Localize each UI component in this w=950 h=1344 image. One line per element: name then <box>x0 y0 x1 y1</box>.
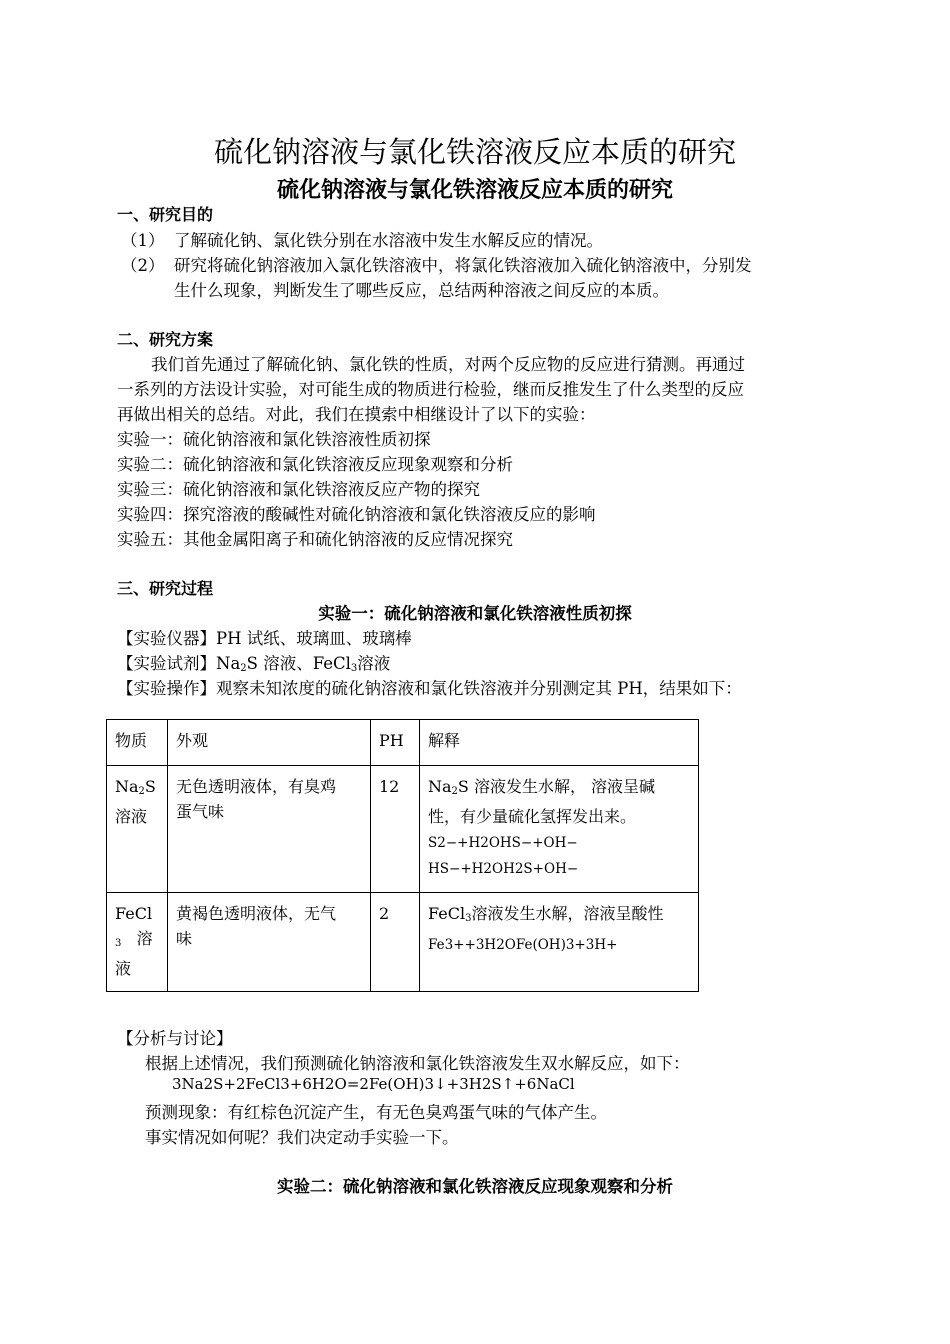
cell-text: 液 <box>115 959 132 978</box>
experiment2-title: 实验二：硫化钠溶液和氯化铁溶液反应现象观察和分析 <box>277 1177 673 1196</box>
subscript: 3 <box>350 663 358 674</box>
equation-text: S2−+H2OHS−+OH− <box>428 835 578 851</box>
table-row <box>107 766 699 893</box>
subscript: 3 <box>115 938 122 949</box>
substance-cell <box>107 893 168 992</box>
table-row <box>107 893 699 992</box>
analysis-line3: 事实情况如何呢？我们决定动手实验一下。 <box>145 1128 459 1147</box>
document-subtitle: 硫化钠溶液与氯化铁溶液反应本质的研究 <box>276 178 673 203</box>
ph-cell: 12 <box>371 766 420 893</box>
cell-text: 溶液 <box>115 807 148 826</box>
reagent-text: Na <box>216 654 241 673</box>
instrument-text: PH 试纸、玻璃皿、玻璃棒 <box>216 629 412 648</box>
cell-text: S <box>144 777 156 796</box>
section2-heading: 二、研究方案 <box>117 330 214 349</box>
analysis-line2: 预测现象：有红棕色沉淀产生，有无色臭鸡蛋气味的气体产生。 <box>145 1103 607 1122</box>
cell-text: 性，有少量硫化氢挥发出来。 <box>428 807 637 826</box>
purpose-item-2-line1: 研究将硫化钠溶液加入氯化铁溶液中，将氯化铁溶液加入硫化钠溶液中，分别发 <box>174 256 752 275</box>
purpose-item-2-number: （2） <box>121 256 165 275</box>
section1-heading: 一、研究目的 <box>117 205 214 224</box>
reagent-text: S 溶液、FeCl <box>246 654 351 673</box>
document-title: 硫化钠溶液与氯化铁溶液反应本质的研究 <box>213 135 736 169</box>
appearance-cell <box>168 893 371 992</box>
explanation-cell <box>420 766 699 893</box>
analysis-equation: 3Na2S+2FeCl3+6H2O=2Fe(OH)3↓+3H2S↑+6NaCl <box>172 1075 575 1093</box>
ph-cell: 2 <box>371 893 420 992</box>
operation-label: 【实验操作】 <box>117 679 216 698</box>
equation-text: HS−+H2OH2S+OH− <box>428 861 579 877</box>
instrument-line <box>117 625 412 649</box>
subscript: 2 <box>240 663 247 674</box>
experiment-list-item: 实验一：硫化钠溶液和氯化铁溶液性质初探 <box>117 430 431 449</box>
cell-text: 无色透明液体，有臭鸡 <box>176 777 337 796</box>
header-cell: 物质 <box>107 720 168 766</box>
header-cell: 解释 <box>420 720 699 766</box>
cell-text: S 溶液发生水解， 溶液呈碱 <box>457 777 656 796</box>
plan-paragraph-line3: 再做出相关的总结。对此，我们在摸索中相继设计了以下的实验： <box>117 405 596 424</box>
purpose-item-2-line2: 生什么现象，判断发生了哪些反应，总结两种溶液之间反应的本质。 <box>174 281 669 300</box>
header-cell: 外观 <box>168 720 371 766</box>
cell-text: Na <box>428 777 452 796</box>
table-header-row <box>107 720 699 766</box>
analysis-heading: 【分析与讨论】 <box>117 1029 233 1048</box>
appearance-cell <box>168 766 371 893</box>
experiment-list-item: 实验二：硫化钠溶液和氯化铁溶液反应现象观察和分析 <box>117 455 513 474</box>
cell-text: 溶液发生水解，溶液呈酸性 <box>471 904 664 923</box>
analysis-line1: 根据上述情况，我们预测硫化钠溶液和氯化铁溶液发生双水解反应，如下： <box>145 1054 690 1073</box>
header-cell: PH <box>371 720 420 766</box>
plan-paragraph-line2: 一系列的方法设计实验，对可能生成的物质进行检验，继而反推发生了什么类型的反应 <box>117 380 744 399</box>
cell-text: 味 <box>176 929 193 948</box>
cell-text: 溶 <box>136 929 153 948</box>
reagent-label: 【实验试剂】 <box>117 654 216 673</box>
subscript: 3 <box>465 913 472 924</box>
experiment1-title: 实验一：硫化钠溶液和氯化铁溶液性质初探 <box>318 604 632 623</box>
results-table <box>106 719 699 992</box>
subscript: 2 <box>138 786 145 797</box>
purpose-item-1-text: 了解硫化钠、氯化铁分别在水溶液中发生水解反应的情况。 <box>174 231 603 250</box>
operation-line <box>117 675 742 699</box>
experiment-list-item: 实验五：其他金属阳离子和硫化钠溶液的反应情况探究 <box>117 530 513 549</box>
experiment-list-item: 实验四：探究溶液的酸碱性对硫化钠溶液和氯化铁溶液反应的影响 <box>117 505 596 524</box>
plan-paragraph-line1: 我们首先通过了解硫化钠、氯化铁的性质，对两个反应物的反应进行猜测。再通过 <box>151 355 745 374</box>
section3-heading: 三、研究过程 <box>117 579 214 598</box>
operation-text: 观察未知浓度的硫化钠溶液和氯化铁溶液并分别测定其 PH，结果如下： <box>216 679 742 698</box>
cell-text: 黄褐色透明液体，无气 <box>176 904 337 923</box>
instrument-label: 【实验仪器】 <box>117 629 216 648</box>
cell-text: FeCl <box>428 904 466 923</box>
cell-text: 蛋气味 <box>176 802 225 821</box>
reagent-text: 溶液 <box>357 654 391 673</box>
equation-text: Fe3++3H2OFe(OH)3+3H+ <box>428 937 618 953</box>
explanation-cell <box>420 893 699 992</box>
experiment-list-item: 实验三：硫化钠溶液和氯化铁溶液反应产物的探究 <box>117 480 480 499</box>
cell-text: FeCl <box>115 904 153 923</box>
reagent-line <box>117 650 390 674</box>
purpose-item-1-number: （1） <box>121 231 165 250</box>
subscript: 2 <box>451 786 458 797</box>
cell-text: Na <box>115 777 139 796</box>
substance-cell <box>107 766 168 893</box>
